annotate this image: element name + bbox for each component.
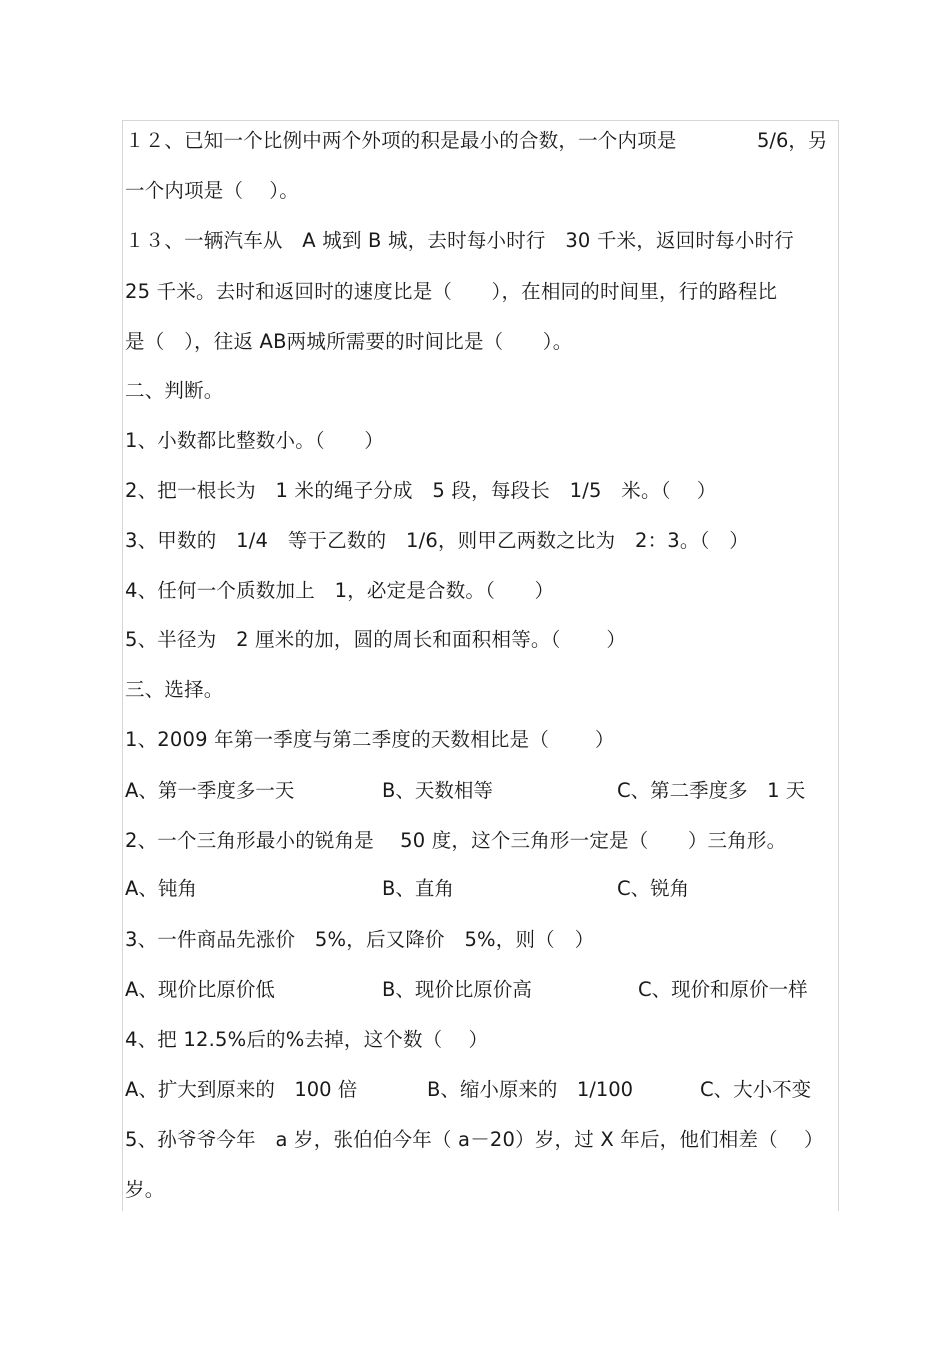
q13-line1: １３、一辆汽车从 A 城到 B 城，去时每小时行 30 千米，返回时每小时行 xyxy=(125,229,794,252)
choice-q3-option-a: A、现价比原价低 xyxy=(125,978,275,1001)
judge-item-1: 1、小数都比整数小。（ ） xyxy=(125,429,384,452)
section2-heading: 二、判断。 xyxy=(125,379,224,402)
q13-line3: 是（ ），往返 AB两城所需要的时间比是（ ）。 xyxy=(125,330,573,353)
choice-q2-option-b: B、直角 xyxy=(382,877,454,900)
choice-q3-option-c: C、现价和原价一样 xyxy=(638,978,808,1001)
choice-q3-option-b: B、现价比原价高 xyxy=(382,978,532,1001)
choice-q5-line2: 岁。 xyxy=(125,1178,165,1201)
choice-q2-stem: 2、一个三角形最小的锐角是 50 度，这个三角形一定是（ ）三角形。 xyxy=(125,829,787,852)
q12-value: 5/6，另 xyxy=(757,129,828,152)
choice-q1-stem: 1、2009 年第一季度与第二季度的天数相比是（ ） xyxy=(125,728,615,751)
judge-item-2: 2、把一根长为 1 米的绳子分成 5 段，每段长 1/5 米。（ ） xyxy=(125,479,717,502)
choice-q4-option-c: C、大小不变 xyxy=(700,1078,812,1101)
judge-item-3: 3、甲数的 1/4 等于乙数的 1/6，则甲乙两数之比为 2：3。（ ） xyxy=(125,529,749,552)
q12-line1: １２、已知一个比例中两个外项的积是最小的合数，一个内项是 xyxy=(125,129,677,152)
judge-item-5: 5、半径为 2 厘米的加，圆的周长和面积相等。（ ） xyxy=(125,628,627,651)
choice-q2-option-a: A、钝角 xyxy=(125,877,197,900)
choice-q1-option-c: C、第二季度多 1 天 xyxy=(617,779,806,802)
choice-q4-stem: 4、把 12.5%后的%去掉，这个数（ ） xyxy=(125,1028,489,1051)
section3-heading: 三、选择。 xyxy=(125,678,224,701)
choice-q4-option-a: A、扩大到原来的 100 倍 xyxy=(125,1078,358,1101)
choice-q4-option-b: B、缩小原来的 1/100 xyxy=(427,1078,634,1101)
choice-q3-stem: 3、一件商品先涨价 5%，后又降价 5%，则（ ） xyxy=(125,928,595,951)
choice-q1-option-b: B、天数相等 xyxy=(382,779,493,802)
q12-line2: 一个内项是（ ）。 xyxy=(125,179,299,202)
choice-q2-option-c: C、锐角 xyxy=(617,877,690,900)
choice-q1-option-a: A、第一季度多一天 xyxy=(125,779,295,802)
choice-q5-line1: 5、孙爷爷今年 a 岁，张伯伯今年（ a－20）岁，过 X 年后，他们相差（ ） xyxy=(125,1128,824,1151)
q13-line2: 25 千米。去时和返回时的速度比是（ ），在相同的时间里，行的路程比 xyxy=(125,280,778,303)
judge-item-4: 4、任何一个质数加上 1，必定是合数。（ ） xyxy=(125,579,555,602)
